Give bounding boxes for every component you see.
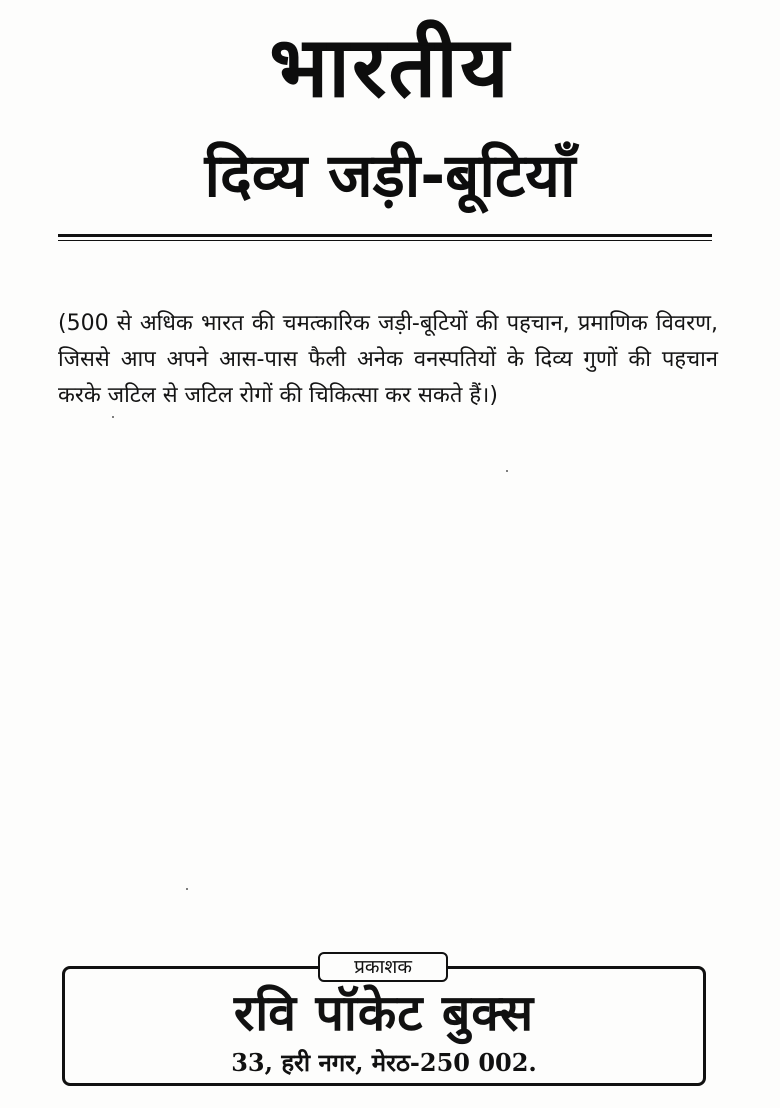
publisher-address: 33, हरी नगर, मेरठ-250 002. [231,1048,537,1077]
title-main: भारतीय [269,18,511,116]
print-speck [186,888,188,890]
print-speck [506,470,508,472]
print-speck [112,416,114,418]
title-divider-thick [58,234,712,237]
title-subtitle: दिव्य जड़ी-बूटियाँ [204,141,576,211]
publisher-name: रवि पॉकेट बुक्स [233,984,535,1042]
title-divider-thin [58,240,712,241]
publisher-label: प्रकाशक [318,952,448,982]
book-description: (500 से अधिक भारत की चमत्कारिक जड़ी-बूटियों की पहचान, प्रमाणिक विवरण, जिससे आप अपने आस-पास फैली अनेक वनस्पतियों के दिव्य गुणों की पहचान करके जटिल से जटिल रोगों की चिकित्सा कर सकते हैं।) [58,311,718,408]
